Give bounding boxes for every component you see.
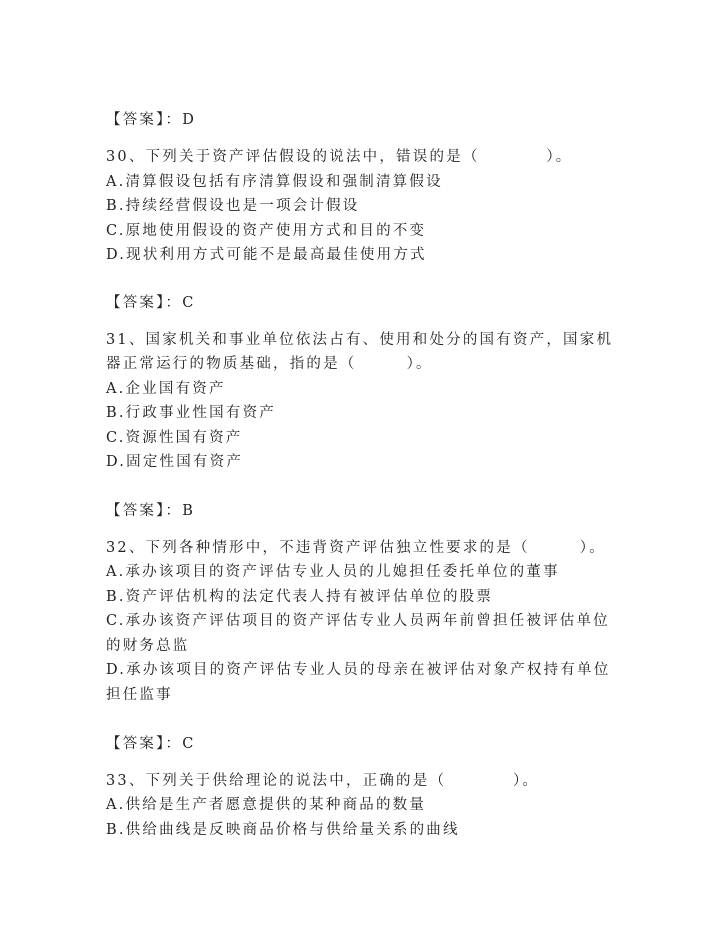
question-32-option-d-cont: 担任监事 [106, 687, 173, 703]
question-33-option-b: B.供给曲线是反映商品价格与供给量关系的曲线 [106, 822, 460, 838]
question-31-option-b: B.行政事业性国有资产 [106, 405, 276, 421]
question-33-option-a: A.供给是生产者愿意提供的某种商品的数量 [106, 797, 427, 813]
answer-29: 【答案】：D [106, 112, 197, 128]
question-30-option-c: C.原地使用假设的资产使用方式和目的不变 [106, 223, 427, 239]
question-31-option-a: A.企业国有资产 [106, 381, 226, 397]
question-30-option-b: B.持续经营假设也是一项会计假设 [106, 198, 360, 214]
question-31-option-c: C.资源性国有资产 [106, 430, 243, 446]
question-30-option-d: D.现状利用方式可能不是最高最佳使用方式 [106, 247, 427, 263]
question-33-stem: 33、下列关于供给理论的说法中，正确的是（ ）。 [106, 773, 540, 789]
question-31-stem-line2: 器正常运行的物质基础，指的是（ ）。 [106, 356, 433, 372]
question-32-option-b: B.资产评估机构的法定代表人持有被评估单位的股票 [106, 589, 494, 605]
question-32-option-c: C.承办该资产评估项目的资产评估专业人员两年前曾担任被评估单位 [106, 613, 610, 629]
question-32-option-a: A.承办该项目的资产评估专业人员的儿媳担任委托单位的董事 [106, 564, 560, 580]
question-32-option-d: D.承办该项目的资产评估专业人员的母亲在被评估对象产权持有单位 [106, 662, 611, 678]
question-30-option-a: A.清算假设包括有序清算假设和强制清算假设 [106, 174, 443, 190]
question-31-option-d: D.固定性国有资产 [106, 454, 244, 470]
answer-30: 【答案】：C [106, 295, 196, 311]
question-32-option-c-cont: 的财务总监 [106, 638, 190, 654]
answer-31: 【答案】：B [106, 503, 196, 519]
question-32-stem: 32、下列各种情形中，不违背资产评估独立性要求的是（ ）。 [106, 540, 606, 556]
answer-32: 【答案】：C [106, 736, 196, 752]
question-31-stem-line1: 31、国家机关和事业单位依法占有、使用和处分的国有资产，国家机 [106, 332, 614, 348]
question-30-stem: 30、下列关于资产评估假设的说法中，错误的是（ ）。 [106, 149, 573, 165]
